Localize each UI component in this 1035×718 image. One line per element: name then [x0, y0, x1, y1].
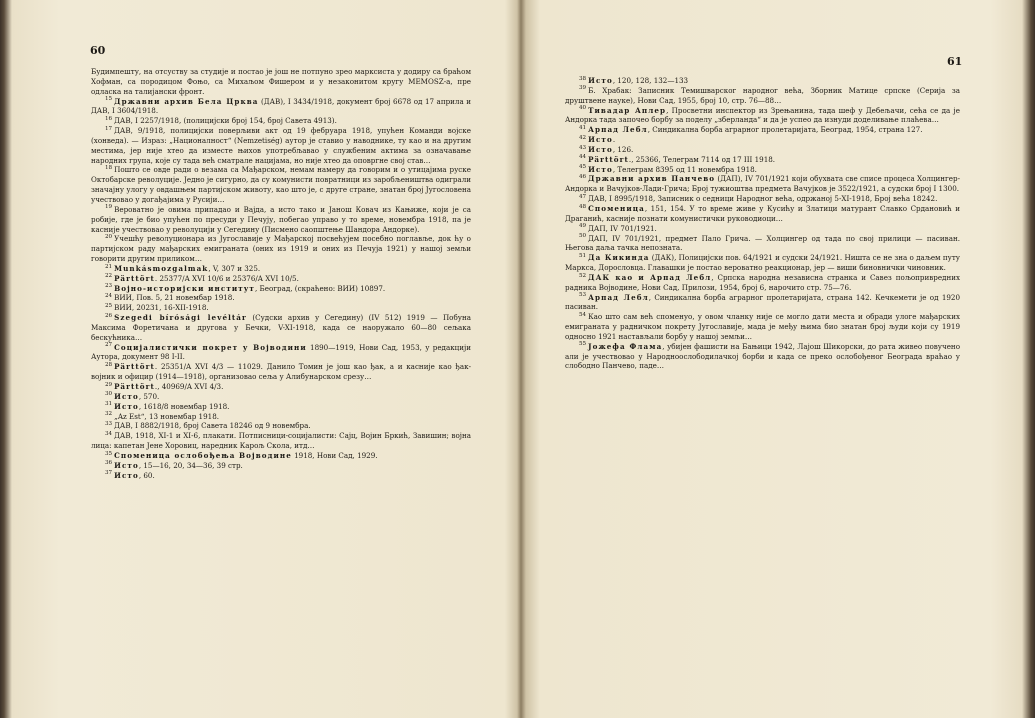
footnote-text: ДАП, IV 701/1921. [588, 223, 657, 233]
footnote-text: (Судски архив у Сегедину) (IV 512) 1919 — Побуна Максима Форетичана и другова у Бечки, V-XI-1918, када се наоружало 60—80 сељака бескућника… [91, 313, 471, 342]
footnote-text: . 25377/A XVI 10/6 и 25376/A XVI 10/5. [154, 273, 299, 283]
footnote-text: ДАВ, I 2257/1918, (полицијски број 154, број Савета 4913). [114, 116, 337, 126]
footnote [565, 125, 960, 135]
footnote [91, 343, 471, 363]
footnote-text: Као што сам већ споменуо, у овом чланку није се могло дати места и обради улоге мађарских емиграната у радничком покрету Југославије, мада је међу њима био знатан број људи који су 1919 односно 1921 настављали борбу у нашој земљи… [565, 312, 960, 341]
footnote-source: Споменица ослобођења Војводине [114, 450, 292, 460]
footnote-text: , Просветни инспектор из Зрењанина, тада шеф у Дебељачи, сећа се да је Андорка тада започео борбу за поделу „зберланда“ и да је успео да изнуди доделивање плаћева… [565, 105, 960, 125]
footnote [565, 86, 960, 106]
footnote-number: 54 [579, 311, 587, 318]
footnote [91, 165, 471, 204]
footnote-number: 26 [105, 312, 113, 319]
footnote-text: , Српска народна независна странка и Савез пољопривредних радника Војводине, Нови Сад, Прилози, 1954, број 6, нарочито стр. 75—76. [565, 272, 960, 292]
footnote-source: Исто [114, 460, 139, 470]
footnote-source: Pärttört [114, 273, 155, 283]
footnote-number: 52 [579, 272, 587, 279]
footnote-number: 53 [579, 292, 587, 299]
footnote-number: 33 [105, 421, 113, 427]
footnote-number: 45 [579, 164, 587, 171]
footnote-text: ВИИ, Пов. 5, 21 новембар 1918. [114, 293, 235, 303]
left-page-text [91, 67, 471, 699]
footnote [91, 303, 471, 313]
footnote [91, 471, 471, 481]
footnote-number: 16 [105, 115, 113, 122]
footnote-source: Исто [114, 470, 139, 480]
footnote-number: 31 [105, 401, 113, 408]
footnote-source: ДАК као и Арпад Лебл [588, 272, 712, 282]
footnote-text: ., 25366, Телеграм 7114 од 17 III 1918. [628, 154, 776, 164]
footnote-source: Да Кикинда [588, 253, 650, 263]
footnote-source: Исто [114, 391, 139, 401]
footnote-source: Исто [588, 76, 613, 85]
footnote-number: 44 [579, 154, 587, 161]
footnote-text: (ДАП), IV 701/1921 који обухвата све списе процеса Холцингер-Андорка и Вачујков-Лади-Грича; Број тужиоштва предмета Вачујков је 3522/1921, а судски број I 1300. [565, 174, 960, 194]
footnote-number: 36 [105, 460, 113, 467]
footnote-source: Државни архив Панчево [588, 174, 716, 184]
footnote [565, 253, 960, 273]
footnote [565, 194, 960, 204]
footnote-number: 38 [579, 76, 587, 82]
footnote [91, 97, 471, 117]
footnote-text: ., 40969/A XVI 4/3. [154, 382, 224, 391]
right-page-number: 61 [947, 55, 963, 68]
footnote-number: 43 [579, 144, 587, 151]
footnote-source: Pärttört [114, 382, 155, 391]
footnote-source: Munkásmozgalmak [114, 263, 209, 273]
footnote [565, 174, 960, 194]
footnote-text: , 120, 128, 132—133 [612, 76, 689, 85]
footnote-text: , V, 307 и 325. [208, 263, 261, 273]
footnote-text: , убијен фашисти на Бањици 1942, Лајош Шикорски, до рата живео повучено али је учествовао у Народноослободилачкој борби и када се преко ослобођеног Београда враћао у слободно Панчево, паде… [565, 341, 960, 371]
footnote-number: 46 [579, 174, 587, 181]
left-page [0, 0, 517, 718]
footnote-number: 39 [579, 85, 587, 92]
footnote-number: 20 [105, 233, 113, 240]
footnote-source: Јожефа Флама [588, 341, 663, 351]
footnote-source: Државни архив Бела Црква [114, 96, 259, 106]
footnote-number: 15 [105, 96, 113, 103]
footnote-text: ДАВ, 9/1918, полицијски поверљиви акт од 19 фебруара 1918, упућен Команди војске (хонведа). — Израз: „Националност“ (Nemzetiség) аутор је ставио у наводнике, ту као и на другим местима, јер није хтео да изместе њихов употребљавао у службеним актима за означавање народних група, које су тада већ сматрале нацијама, но није хтео да оповргне свој став… [91, 126, 471, 165]
footnote-number: 32 [105, 411, 113, 418]
footnote [91, 126, 471, 165]
footnote [91, 116, 471, 126]
footnote-text: ВИИ, 20231, 16-XII-1918. [114, 303, 209, 313]
footnote-number: 50 [579, 233, 587, 240]
footnote-number: 21 [105, 263, 113, 270]
footnote-number: 24 [105, 293, 113, 300]
footnote-text: , 126. [612, 144, 634, 154]
footnote-source: Pärttört [588, 154, 629, 164]
footnote [565, 293, 960, 313]
footnote-text: Пошто се овде ради о везама са Мађарском, немам намеру да говорим и о утицајима руске Октобарске револуције. Једно је сигурно, да су комунисти повратници из заробљеништва одиграли значајну улогу у овдашњем партијском животу, као што је, с друге стране, знатан број Југословена учествовао у догађајима у Русији… [91, 165, 471, 204]
footnote [91, 402, 471, 412]
footnote-number: 22 [105, 273, 113, 280]
footnote [91, 461, 471, 471]
footnote-number: 42 [579, 134, 587, 141]
footnote-source: Војно-историјски институт [114, 283, 255, 293]
footnote-number: 37 [105, 470, 113, 477]
footnote-text: 1918, Нови Сад, 1929. [291, 450, 378, 460]
footnote-text: , Телеграм 8395 од 11 новембра 1918. [612, 164, 757, 174]
footnote [565, 342, 960, 372]
footnote [565, 273, 960, 293]
footnote-source: Исто [588, 144, 613, 154]
footnote [91, 431, 471, 451]
footnote-number: 18 [105, 165, 113, 172]
footnote-text: . [612, 135, 616, 145]
footnote [91, 382, 471, 392]
footnote-text: , 60. [138, 470, 155, 480]
footnote [91, 421, 471, 431]
footnote-number: 19 [105, 204, 113, 211]
left-opening-paragraph: Будимпешту, на отсуству за студије и постао је још не потпуно зрео марксиста у додиру са браћом Хофман, са породицом Фоњо, са Михаљом Фишером и у незаконитом кругу MEMOSZ-а, пре одласка на талијански фронт. [91, 67, 471, 96]
footnote [91, 205, 471, 235]
footnote-number: 29 [105, 381, 113, 388]
footnote [565, 145, 960, 155]
footnote-text: Учешћу револуционара из Југославије у Мађарској посвећујем посебно поглавље, док ћу о партијском раду мађарских емиграната (оних из 1919 и оних из Печуја 1921) у нашој земљи говорити другим приликом… [91, 234, 471, 264]
footnote [91, 451, 471, 461]
footnote-number: 51 [579, 252, 587, 259]
footnote [91, 412, 471, 422]
footnote-text: , Синдикална борба аграрног пролетаријата, Београд, 1954, страна 127. [647, 125, 923, 135]
footnote [91, 293, 471, 303]
footnote [565, 155, 960, 165]
footnote-source: Социјалистички покрет у Војводини [114, 342, 307, 352]
right-footnotes [565, 76, 960, 371]
footnote-number: 17 [105, 125, 113, 132]
footnote-text: , 570. [138, 391, 160, 401]
footnote-text: , 15—16, 20, 34—36, 39 стр. [138, 460, 243, 470]
footnote-number: 41 [579, 124, 587, 131]
footnote [91, 234, 471, 264]
footnote-text: , Синдикална борба аграрног пролетаријата, страна 142. Кечкемети је од 1920 пасиван. [565, 292, 960, 312]
footnote-number: 25 [105, 302, 113, 309]
footnote-text: ДАВ, 1918, XI-1 и XI-6, плакати. Потписници-социјалисти: Сајц, Војин Бркић, Завишин; војна лица: капетан Јене Хоровиц, наредник Карољ Сколa, итд… [91, 431, 471, 451]
footnote-text: 1890—1919, Нови Сад, 1953, у редакцији Аутора, документ 98 I-II. [91, 342, 471, 362]
footnote-number: 34 [105, 430, 113, 437]
footnote-text: ДАП, IV 701/1921, предмет Пало Грича. — Холцингер од тада по свој прилици — пасиван. Његова даља тачка непозната. [565, 233, 960, 253]
footnote-source: Споменица [588, 203, 645, 213]
left-page-number: 60 [90, 44, 106, 57]
footnote-number: 49 [579, 223, 587, 230]
footnote-source: Szegedi bírósági levéltár [114, 313, 247, 323]
footnote [565, 165, 960, 175]
footnote [91, 392, 471, 402]
footnote-text: ДАВ, I 8882/1918, број Савета 18246 од 9 новембра. [114, 421, 311, 431]
footnote-number: 47 [579, 193, 587, 200]
footnote-text: ДАВ, I 8995/1918, Записник о седници Народног већа, одржаној 5-XI-1918, Број већа 18242. [588, 194, 938, 204]
footnote [565, 106, 960, 126]
footnote-number: 28 [105, 361, 113, 368]
footnote-number: 35 [105, 450, 113, 457]
footnote [565, 224, 960, 234]
footnote [565, 135, 960, 145]
footnote [91, 313, 471, 343]
footnote [91, 362, 471, 382]
footnote-source: Арпад Лебл [588, 292, 649, 302]
footnote-text: (ДАВ), I 3434/1918, документ број 6678 од 17 априла и ДАВ, I 3604/1918. [91, 96, 471, 116]
footnote [565, 76, 960, 86]
footnote [91, 264, 471, 274]
footnote-source: Исто [114, 401, 139, 411]
footnote-number: 40 [579, 105, 587, 112]
footnote-source: Pärttört [114, 362, 155, 372]
footnote-number: 55 [579, 341, 587, 348]
footnote-text: . 25351/A XVI 4/3 — 11029. Данило Томин је још као ђак, а и касније као ђак-војник и официр (1914—1918), организовао сеља у Алибунарском срезу… [91, 362, 471, 382]
footnote-source: Исто [588, 164, 613, 174]
footnote [91, 284, 471, 294]
footnote-source: Арпад Лебл [588, 125, 648, 135]
right-page [521, 0, 1035, 718]
right-page-text [565, 76, 960, 704]
footnote [565, 312, 960, 342]
footnote [565, 234, 960, 254]
footnote-number: 48 [579, 203, 587, 210]
footnote-text: Б. Храбак: Записник Темишварског народног већа, Зборник Матице српске (Серија за друштвене науке), Нови Сад, 1955, број 10, стр. 76—88… [565, 85, 960, 105]
footnote-text: „Az Est“, 13 новембар 1918. [114, 411, 220, 421]
footnote-text: Вероватно је овима припадао и Вајда, а исто тако и Јанош Ковач из Кањиже, који је са робије, где је био упућен по пресуди у Печују, побегао управо у то време, новембра 1918, па је касније учествовао у револуцији у Сегедину (Писмено саопштење Шандора Андорке). [91, 204, 471, 234]
footnote-text: (ДАК), Полицијски пов. 64/1921 и судски 24/1921. Ништа се не зна о даљем путу Маркса, Дорословца. Главашки је постао вероватно реакционар, јер — виши биновнички чиновник. [565, 253, 960, 273]
footnote [565, 204, 960, 224]
footnote-text: , Београд, (скраћено: ВИИ) 10897. [254, 283, 386, 293]
footnote [91, 274, 471, 284]
footnote-number: 27 [105, 342, 113, 349]
footnote-source: Исто [588, 135, 613, 145]
footnote-source: Тивадар Аплер [588, 105, 667, 115]
footnote-number: 30 [105, 391, 113, 398]
footnote-text: , 151, 154. У то време живе у Кусићу и Златици матурант Славко Срдановић и Драганић, касније познати комунистички руководиоци… [565, 203, 960, 223]
footnote-text: , 1618/8 новембар 1918. [138, 401, 230, 411]
left-footnotes [91, 97, 471, 481]
footnote-number: 23 [105, 283, 113, 290]
